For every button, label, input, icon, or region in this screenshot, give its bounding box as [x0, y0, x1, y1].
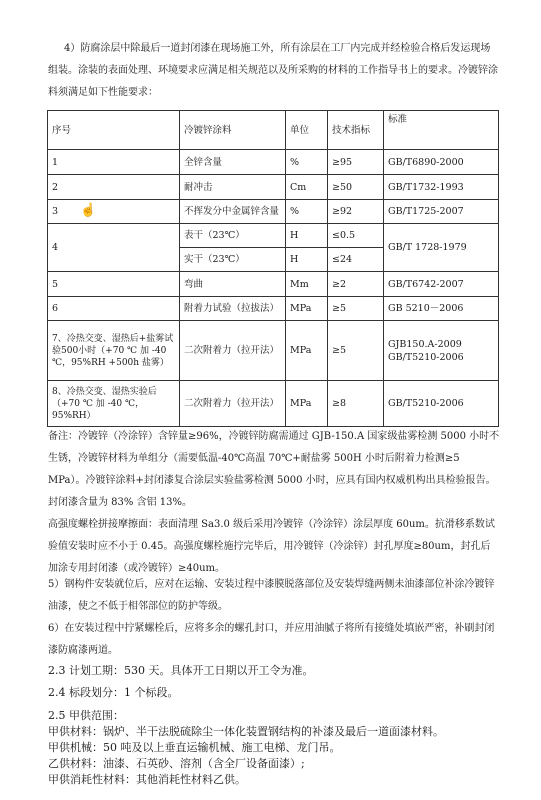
spec-table — [47, 110, 499, 427]
note-paragraph: 备注：冷镀锌（冷涂锌）含锌量≥96%，冷镀锌防腐需通过 GJB-150.A 国家级盐雾检测 5000 小时不生锈，冷镀锌材料为单组分（需要低温-40℃高温 70℃+耐盐雾 500H 小时后附着力检测≥5 MPa）。冷镀锌涂料+封闭漆复合涂层实验盐雾检测 5000 小时，应具有国内权威机构出具检验报告。封闭漆含量为 83% 含铝 13%。 — [48, 431, 500, 508]
cell-std-line: GJB150.A-2009 — [388, 338, 462, 350]
supply-line: 甲供材料：锅炉、半干法脱硫除尘一体化装置钢结构的补漆及最后一道面漆材料。 — [48, 725, 444, 738]
table-row — [48, 272, 499, 297]
table-row — [48, 321, 499, 381]
cell-unit: MPa — [286, 297, 328, 321]
table-header-row — [48, 111, 499, 150]
section-2-5: 2.5 甲供范围： — [48, 709, 124, 722]
cell-no: 1 — [48, 150, 180, 175]
table-row — [48, 381, 499, 427]
section-2-4: 2.4 标段划分：1 个标段。 — [48, 686, 179, 699]
table-row — [48, 150, 499, 175]
cell-index: ≥2 — [328, 272, 384, 297]
cell-item: 全锌含量 — [180, 150, 286, 175]
cell-item: 附着力试验（拉拔法） — [180, 297, 286, 321]
cell-unit: MPa — [286, 381, 328, 427]
cell-std: GB/T6890-2000 — [384, 150, 499, 175]
cell-index: ≥8 — [328, 381, 384, 427]
cell-std: GB/T5210-2006 — [384, 381, 499, 427]
cell-std: GB/T 1728-1979 — [384, 224, 499, 272]
cell-no: 5 — [48, 272, 180, 297]
cell-item: 二次附着力（拉开法） — [180, 321, 286, 381]
cell-no: 4 — [48, 224, 180, 272]
bolt-paragraph: 高强度螺栓拼接摩擦面：表面清理 Sa3.0 级后采用冷镀锌（冷涂锌）涂层厚度 60um。抗滑移系数试验值安装时应不小于 0.45。高强度螺栓施拧完毕后，用冷镀锌（冷涂锌）封孔厚度≥80um，封孔后加涂专用封闭漆（或冷镀锌）≥40um。 — [48, 519, 495, 574]
cell-index: ≥92 — [328, 200, 384, 224]
header-item: 冷镀锌涂料 — [180, 111, 286, 150]
cell-index: ≥50 — [328, 175, 384, 200]
cell-no: 7、冷热交变、湿热后+盐雾试验500小时（+70 ℃ 加 -40 ℃，95%RH +500h 盐雾） — [48, 321, 180, 381]
cell-index: ≥95 — [328, 150, 384, 175]
header-std: 标准 — [384, 111, 499, 150]
item5-paragraph: 5）钢构件安装就位后，应对在运输、安装过程中漆膜脱落部位及安装焊缝两侧未油漆部位补涂冷镀锌油漆，使之不低于相邻部位的防护等级。 — [48, 579, 495, 612]
supply-line: 甲供机械：50 吨及以上垂直运输机械、施工电梯、龙门吊。 — [48, 741, 341, 754]
cell-item: 耐冲击 — [180, 175, 286, 200]
cell-item: 实干（23℃） — [180, 248, 286, 272]
table-row — [48, 297, 499, 321]
header-index: 技术指标 — [328, 111, 384, 150]
cell-no: 8、冷热交变、湿热实验后（+70 ℃ 加 -40 ℃，95%RH） — [48, 381, 180, 427]
table-row — [48, 175, 499, 200]
intro-paragraph: 4）防腐涂层中除最后一道封闭漆在现场施工外，所有涂层在工厂内完成并经检验合格后发运现场组装。涂装的表面处理、环境要求应满足相关规范以及所采购的材料的工作指导书上的要求。冷镀锌涂料须满足如下性能要求： — [48, 43, 498, 98]
cell-item: 表干（23℃） — [180, 224, 286, 248]
cell-no: 6 — [48, 297, 180, 321]
cell-unit: % — [286, 200, 328, 224]
cell-unit: H — [286, 248, 328, 272]
item6-paragraph: 6）在安装过程中拧紧螺栓后，应将多余的螺孔封口，并应用油腻子将所有接缝处填嵌严密，补刷封闭漆防腐漆两道。 — [48, 623, 495, 656]
cell-std: GB 5210－2006 — [384, 297, 499, 321]
cell-item: 弯曲 — [180, 272, 286, 297]
supply-line: 乙供材料：油漆、石英砂、溶剂（含全厂设备面漆）; — [48, 757, 305, 770]
cell-index: ≤24 — [328, 248, 384, 272]
cell-std-line: GB/T5210-2006 — [388, 351, 464, 363]
cell-unit: Cm — [286, 175, 328, 200]
hand-cursor-icon: ☝ — [80, 203, 97, 218]
cell-unit: % — [286, 150, 328, 175]
cell-unit: MPa — [286, 321, 328, 381]
table-row — [48, 200, 499, 224]
supply-line: 甲供消耗性材料：其他消耗性材料乙供。 — [48, 773, 246, 786]
cell-std: GB/T1725-2007 — [384, 200, 499, 224]
cell-no: 2 — [48, 175, 180, 200]
cell-std: GB/T1732-1993 — [384, 175, 499, 200]
cell-index: ≥5 — [328, 297, 384, 321]
header-no: 序号 — [48, 111, 180, 150]
cell-std: GB/T6742-2007 — [384, 272, 499, 297]
cell-std — [384, 321, 499, 381]
cell-no: 3 — [48, 200, 180, 224]
cell-unit: H — [286, 224, 328, 248]
cell-index: ≥5 — [328, 321, 384, 381]
section-2-3: 2.3 计划工期：530 天。具体开工日期以开工令为准。 — [48, 664, 314, 677]
table-row — [48, 224, 499, 248]
header-unit: 单位 — [286, 111, 328, 150]
cell-index: ≤0.5 — [328, 224, 384, 248]
cell-unit: Mm — [286, 272, 328, 297]
cell-item: 二次附着力（拉开法） — [180, 381, 286, 427]
cell-item: 不挥发分中金属锌含量 — [180, 200, 286, 224]
